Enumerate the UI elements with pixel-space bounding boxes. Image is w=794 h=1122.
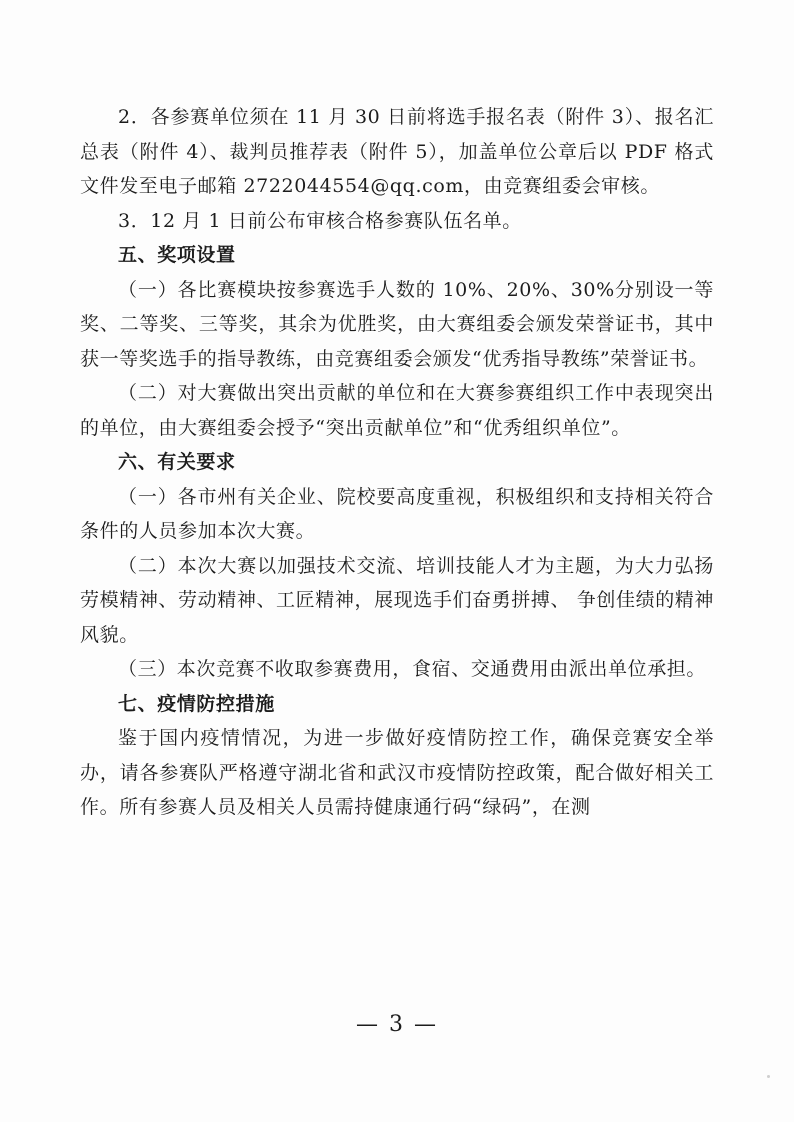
paragraph-epidemic: 鉴于国内疫情情况，为进一步做好疫情防控工作，确保竞赛安全举办，请各参赛队严格遵守湖北省和武汉市疫情防控政策，配合做好相关工作。所有参赛人员及相关人员需持健康通行码“绿码”，在测 bbox=[80, 727, 714, 818]
paragraph-announcement: 3．12 月 1 日前公布审核合格参赛队伍名单。 bbox=[118, 209, 522, 232]
paragraph-awards-1: （一）各比赛模块按参赛选手人数的 10%、20%、30%分别设一等奖、二等奖、三等奖，其余为优胜奖，由大赛组委会颁发荣誉证书，其中获一等奖选手的指导教练，由竞赛组委会颁发“优秀指导教练”荣誉证书。 bbox=[80, 278, 714, 370]
document-body bbox=[80, 100, 714, 825]
paragraph-requirements-3: （三）本次竞赛不收取参赛费用，食宿、交通费用由派出单位承担。 bbox=[118, 658, 707, 680]
paragraph-registration: 2．各参赛单位须在 11 月 30 日前将选手报名表（附件 3）、报名汇总表（附件 4）、裁判员推荐表（附件 5），加盖单位公章后以 PDF 格式文件发至电子邮箱 2722044554@qq.com，由竞赛组委会审核。 bbox=[80, 106, 714, 197]
scan-speck bbox=[767, 1075, 770, 1078]
paragraph-awards-2: （二）对大赛做出突出贡献的单位和在大赛参赛组织工作中表现突出的单位，由大赛组委会授予“突出贡献单位”和“优秀组织单位”。 bbox=[80, 382, 714, 439]
page-number: — 3 — bbox=[356, 1012, 438, 1037]
paragraph-requirements-1: （一）各市州有关企业、院校要高度重视，积极组织和支持相关符合条件的人员参加本次大赛。 bbox=[80, 485, 714, 542]
paragraph-requirements-2: （二）本次大赛以加强技术交流、培训技能人才为主题，为大力弘扬劳模精神、劳动精神、工匠精神，展现选手们奋勇拼搏、 争创佳绩的精神风貌。 bbox=[80, 554, 714, 646]
section-heading-awards: 五、奖项设置 bbox=[118, 244, 236, 266]
section-heading-epidemic: 七、疫情防控措施 bbox=[118, 692, 275, 715]
section-heading-requirements: 六、有关要求 bbox=[118, 451, 236, 473]
